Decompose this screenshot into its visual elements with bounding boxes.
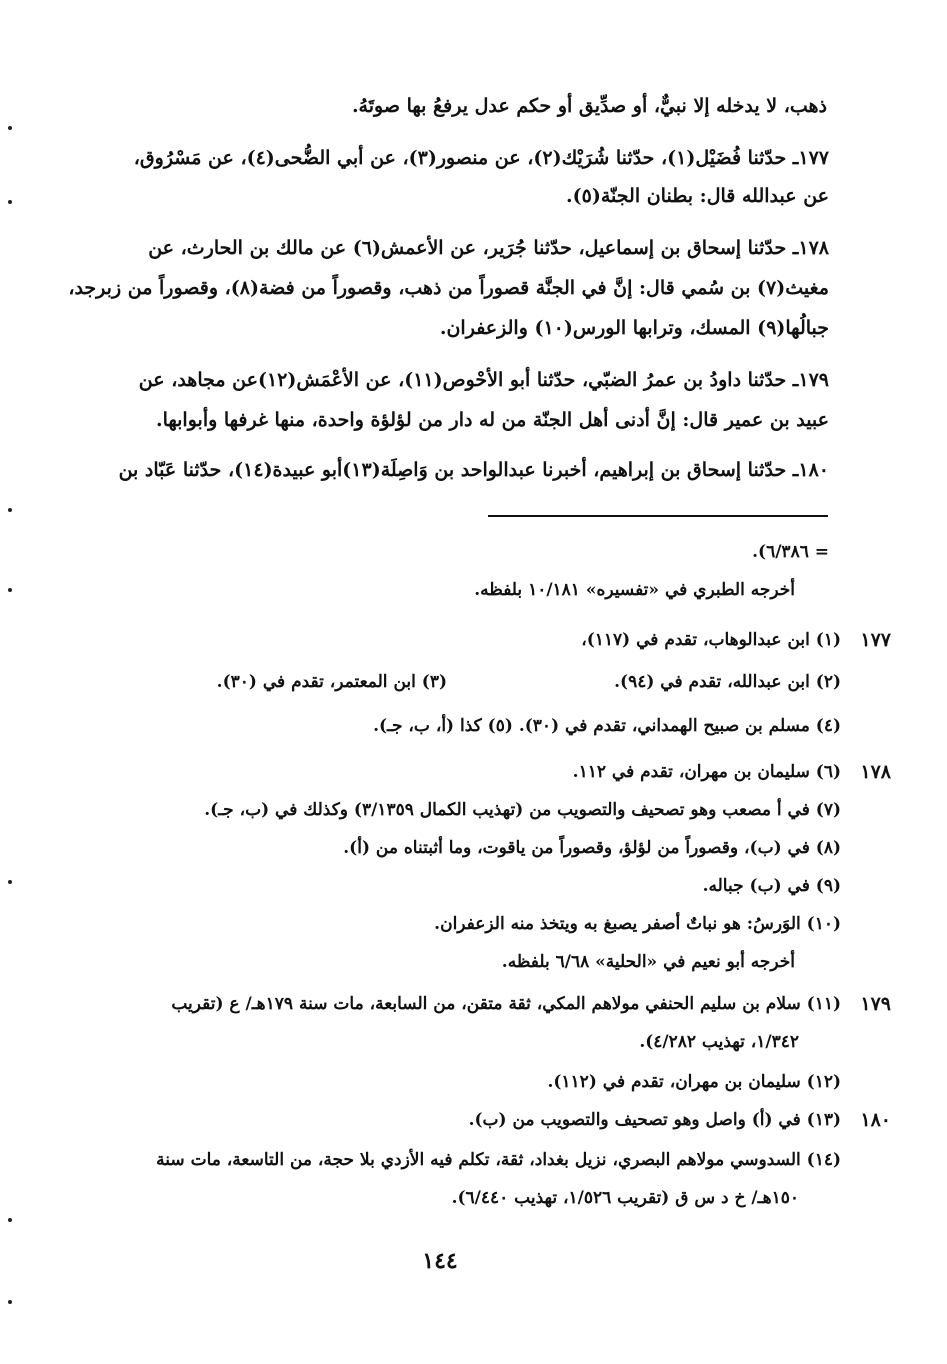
hadith-179: ١٧٩ـ حدّثنا داودُ بن عمرُ الضبّي، حدّثنا أبو الأحْوص(١١)، عن الأعْمَش(١٢)عن مجاهد، عن (138, 369, 829, 391)
footnote-line: = ٦/٣٨٦). (752, 542, 829, 562)
footnote-hadith-number: ١٧٧ (860, 629, 891, 651)
footnote-line: (١) ابن عبدالوهاب، تقدم في (١١٧)، (581, 630, 841, 650)
footnote-line: ١٥٠هـ/ خ د س ق (تقريب ١/٥٢٦، تهذيب ٦/٤٤٠). (451, 1188, 799, 1208)
scan-speck (8, 200, 12, 204)
footnote-line: ١/٣٤٢، تهذيب ٤/٢٨٢). (639, 1032, 799, 1052)
hadith-177: ١٧٧ـ حدّثنا فُضَيْل(١)، حدّثنا شُرَيْك(٢)، عن منصور(٣)، عن أبي الضُّحى(٤)، عن مَسْرُوق، (133, 147, 829, 169)
scan-speck (8, 588, 12, 592)
main-text-line: عن عبدالله قال: بطنان الجنّة(٥). (566, 185, 829, 207)
footnote-line: (١٢) سليمان بن مهران، تقدم في (١١٢). (547, 1072, 841, 1092)
footnote-line: (٣) ابن المعتمر، تقدم في (٣٠). (216, 672, 447, 692)
footnote-line: (١٤) السدوسي مولاهم البصري، نزيل بغداد، ثقة، تكلم فيه الأزدي بلا حجة، من التاسعة، مات سنة (156, 1150, 841, 1170)
footnote-line: (٤) مسلم بن صبيح الهمداني، تقدم في (٣٠). (٥) كذا (أ، ب، جـ). (373, 716, 841, 736)
footnote-line: (٩) في (ب) جباله. (702, 876, 841, 896)
footnote-line: أخرجه الطبري في «تفسيره» ١٠/١٨١ بلفظه. (474, 580, 795, 600)
scan-speck (8, 1300, 12, 1304)
scan-speck (8, 508, 12, 512)
footnote-line: (١١) سلام بن سليم الحنفي مولاهم المكي، ثقة متقن، من السابعة، مات سنة ١٧٩هـ/ ع (تقريب (171, 994, 841, 1014)
main-text-line: ذهب، لا يدخله إلا نبيٌّ، أو صدِّيق أو حكم عدل يرفعُ بها صوتَهُ. (351, 95, 827, 117)
footnote-line: (٦) سليمان بن مهران، تقدم في ١١٢. (572, 762, 841, 782)
footnote-hadith-number: ١٧٨ (860, 761, 891, 783)
hadith-178: ١٧٨ـ حدّثنا إسحاق بن إسماعيل، حدّثنا جُرَير، عن الأعمش(٦) عن مالك بن الحارث، عن (148, 237, 829, 259)
footnote-line: (١٣) في (أ) واصل وهو تصحيف والتصويب من (ب). (468, 1110, 841, 1130)
scan-speck (8, 1218, 12, 1222)
footnote-line: (٧) في أ مصعب وهو تصحيف والتصويب من (تهذيب الكمال ٣/١٣٥٩) وكذلك في (ب، جـ). (204, 800, 841, 820)
main-text-line: جبالُها(٩) المسك، وترابها الورس(١٠) والزعفران. (439, 317, 829, 339)
footnote-hadith-number: ١٧٩ (860, 993, 891, 1015)
footnote-line: (١٠) الوَرسُ: هو نباتٌ أصفر يصبغ به ويتخذ منه الزعفران. (434, 914, 841, 934)
footnote-line: أخرجه أبو نعيم في «الحلية» ٦/٦٨ بلفظه. (501, 952, 795, 972)
scan-speck (8, 126, 12, 130)
page-number: ١٤٤ (422, 1248, 458, 1274)
footnote-line: (٨) في (ب)، وقصوراً من لؤلؤ، وقصوراً من ياقوت، وما أثبتناه من (أ). (343, 838, 841, 858)
main-text-line: مغيث(٧) بن سُمي قال: إنَّ في الجنَّة قصوراً من ذهب، وقصوراً من فضة(٨)، وقصوراً من زبرجد، (68, 277, 829, 299)
hadith-180: ١٨٠ـ حدّثنا إسحاق بن إبراهيم، أخبرنا عبدالواحد بن وَاصِلَة(١٣)أبو عبيدة(١٤)، حدّثنا عَبّاد بن (118, 459, 829, 481)
footnote-hadith-number: ١٨٠ (860, 1109, 891, 1131)
footnote-separator (488, 515, 828, 517)
scan-speck (8, 880, 12, 884)
main-text-line: عبيد بن عمير قال: إنَّ أدنى أهل الجنّة من له دار من لؤلؤة واحدة، منها غرفها وأبوابها. (155, 409, 829, 431)
footnote-line: (٢) ابن عبدالله، تقدم في (٩٤). (614, 672, 841, 692)
